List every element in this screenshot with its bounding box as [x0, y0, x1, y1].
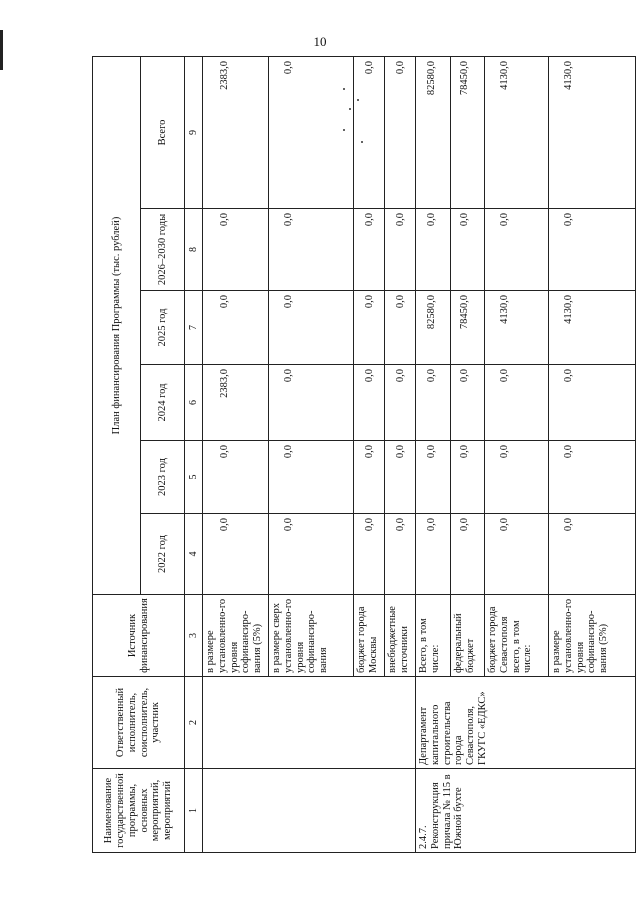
value-cell: 2383,0	[203, 365, 269, 441]
scan-speck	[343, 129, 345, 131]
scan-speck	[357, 99, 359, 101]
value-cell: 0,0	[354, 514, 385, 595]
value-cell: 0,0	[203, 291, 269, 365]
value-cell: 0,0	[451, 441, 485, 514]
header-responsible: Ответственный исполнитель, соисполнитель, участник	[93, 677, 185, 769]
value-cell: 0,0	[354, 441, 385, 514]
financing-plan-table	[92, 56, 636, 853]
source-cell: в размере установленно-го уровня софинансиро-вания (5%)	[549, 595, 636, 677]
value-cell: 0,0	[416, 209, 451, 291]
value-cell: 0,0	[385, 514, 416, 595]
value-cell: 0,0	[385, 441, 416, 514]
value-cell: 0,0	[354, 365, 385, 441]
scan-speck	[361, 141, 363, 143]
value-cell: 0,0	[549, 514, 636, 595]
column-number: 8	[185, 209, 203, 291]
value-cell: 0,0	[416, 365, 451, 441]
value-cell: 0,0	[203, 441, 269, 514]
page-number: 10	[313, 34, 327, 49]
value-cell: 4130,0	[485, 291, 549, 365]
column-number: 7	[185, 291, 203, 365]
value-cell: 0,0	[354, 291, 385, 365]
value-cell: 0,0	[549, 365, 636, 441]
rotated-table-container	[92, 57, 609, 853]
empty-responsible-cell	[203, 677, 416, 769]
value-cell: 0,0	[485, 514, 549, 595]
empty-name-cell	[203, 769, 416, 853]
column-number: 5	[185, 441, 203, 514]
value-cell: 4130,0	[549, 291, 636, 365]
value-cell: 82580,0	[416, 56, 451, 208]
source-cell: федеральный бюджет	[451, 595, 485, 677]
header-year: 2025 год	[141, 291, 185, 365]
value-cell: 0,0	[451, 514, 485, 595]
column-number: 1	[185, 769, 203, 853]
value-cell: 0,0	[385, 209, 416, 291]
column-number: 4	[185, 514, 203, 595]
value-cell: 0,0	[269, 56, 354, 208]
header-total: Всего	[141, 56, 185, 208]
value-cell: 0,0	[549, 441, 636, 514]
value-cell: 0,0	[416, 441, 451, 514]
value-cell: 0,0	[485, 441, 549, 514]
value-cell: 0,0	[269, 514, 354, 595]
value-cell: 0,0	[451, 365, 485, 441]
value-cell: 0,0	[416, 514, 451, 595]
header-year: 2026–2030 годы	[141, 209, 185, 291]
source-cell: бюджет города Москвы	[354, 595, 385, 677]
value-cell: 82580,0	[416, 291, 451, 365]
table-row	[416, 56, 451, 852]
column-number: 9	[185, 56, 203, 208]
column-numbers-row	[185, 56, 203, 852]
value-cell: 2383,0	[203, 56, 269, 208]
value-cell: 0,0	[269, 365, 354, 441]
measure-responsible-cell: Департамент капитального строительства города Севастополя, ГКУГС «ЕДКС»	[416, 677, 636, 769]
header-year: 2023 год	[141, 441, 185, 514]
header-name: Наименование государственной программы, основных мероприятий, мероприятий	[93, 769, 185, 853]
value-cell: 0,0	[385, 365, 416, 441]
scan-speck	[349, 108, 351, 110]
value-cell: 78450,0	[451, 56, 485, 208]
header-plan-title: План финансирования Программы (тыс. рублей)	[93, 56, 141, 594]
column-number: 6	[185, 365, 203, 441]
source-cell: в размере установленно-го уровня софинансиро-вания (5%)	[203, 595, 269, 677]
header-year: 2024 год	[141, 365, 185, 441]
source-cell: Всего, в том числе:	[416, 595, 451, 677]
scan-edge-mark	[0, 30, 3, 70]
measure-name-cell: 2.4.7. Реконструкция причала № 115 в Южной бухте	[416, 769, 636, 853]
value-cell: 0,0	[203, 209, 269, 291]
value-cell: 0,0	[385, 291, 416, 365]
value-cell: 0,0	[269, 209, 354, 291]
value-cell: 0,0	[485, 209, 549, 291]
value-cell: 0,0	[269, 441, 354, 514]
header-year: 2022 год	[141, 514, 185, 595]
scan-speck	[343, 88, 345, 90]
value-cell: 0,0	[485, 365, 549, 441]
value-cell: 0,0	[269, 291, 354, 365]
table-row	[203, 56, 269, 852]
value-cell: 0,0	[549, 209, 636, 291]
header-source: Источник финансирования	[93, 595, 185, 677]
value-cell: 78450,0	[451, 291, 485, 365]
value-cell: 0,0	[354, 56, 385, 208]
source-cell: внебюджетные источники	[385, 595, 416, 677]
column-number: 3	[185, 595, 203, 677]
source-cell: в размере сверх установленно-го уровня софинансиро-вания	[269, 595, 354, 677]
value-cell: 0,0	[354, 209, 385, 291]
header-row-1	[93, 56, 141, 852]
column-number: 2	[185, 677, 203, 769]
value-cell: 4130,0	[549, 56, 636, 208]
source-cell: бюджет города Севастополя всего, в том числе:	[485, 595, 549, 677]
value-cell: 0,0	[451, 209, 485, 291]
value-cell: 0,0	[385, 56, 416, 208]
value-cell: 4130,0	[485, 56, 549, 208]
value-cell: 0,0	[203, 514, 269, 595]
